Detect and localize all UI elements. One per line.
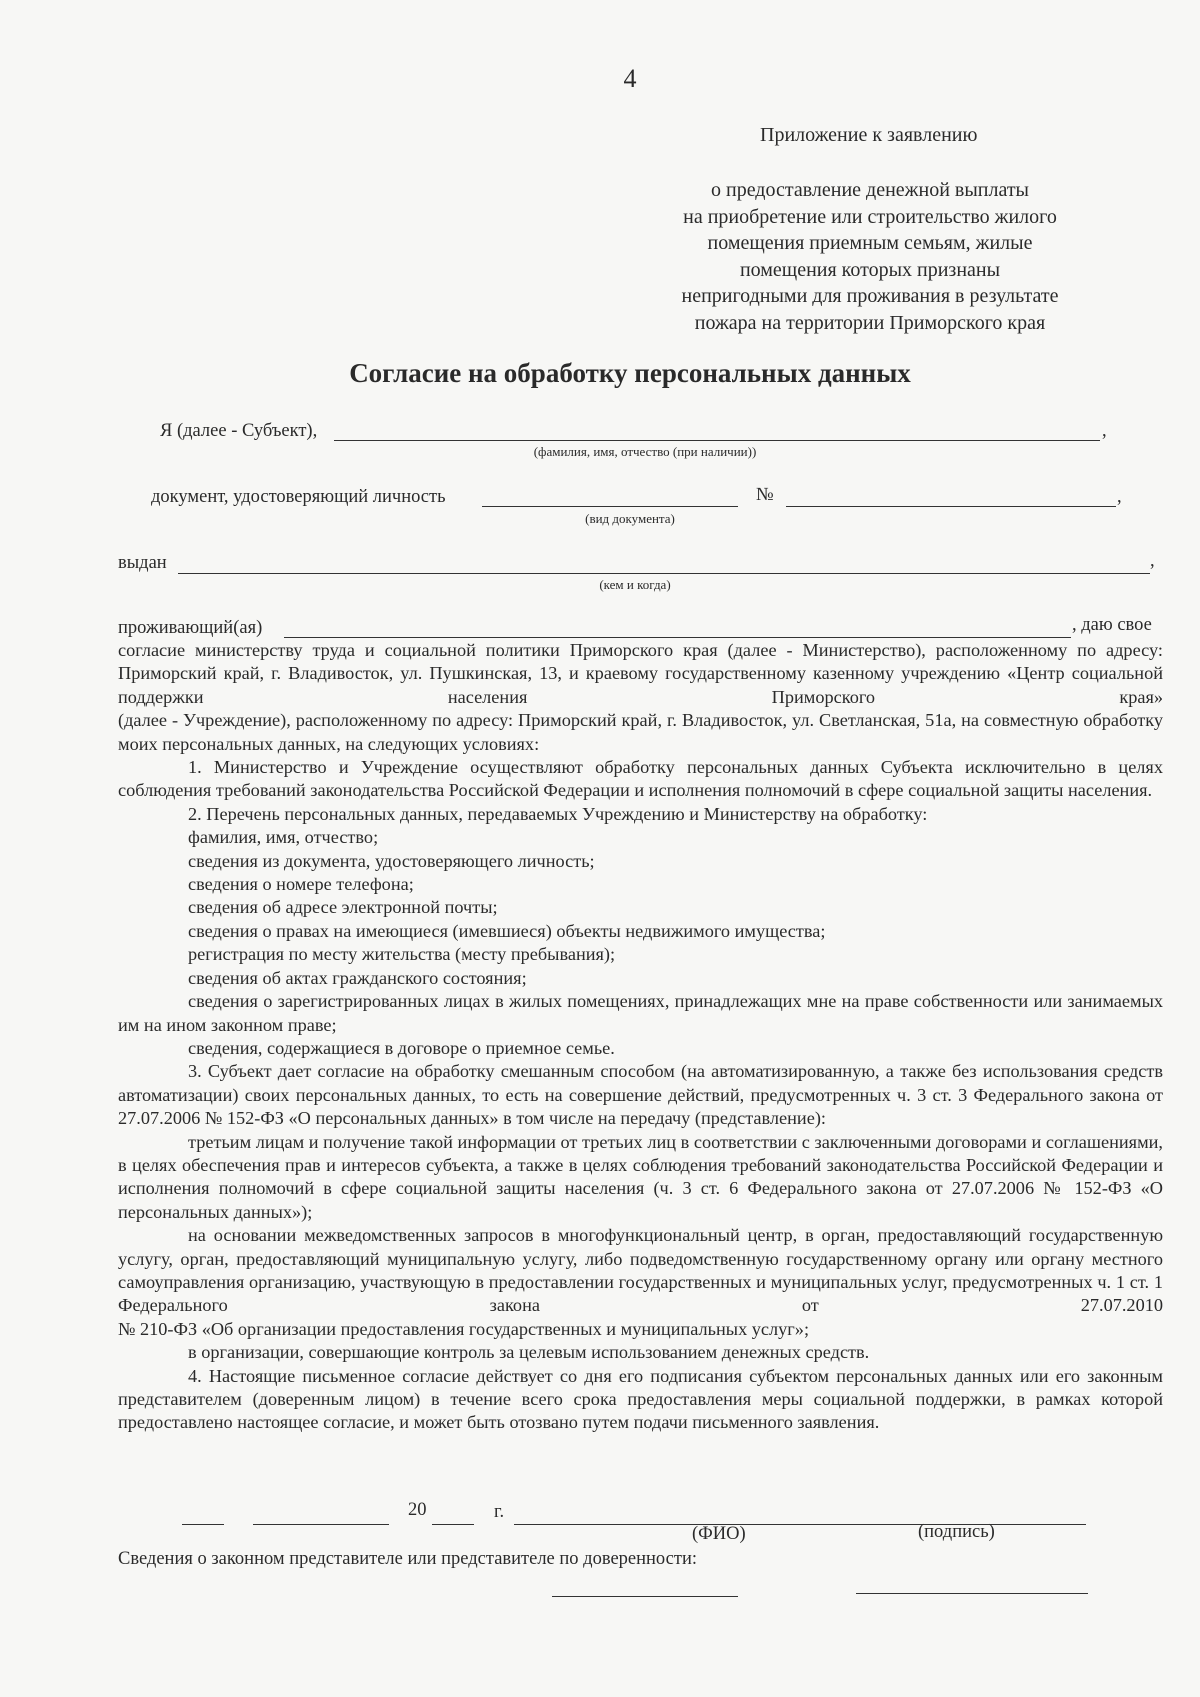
date-year-field[interactable] [432, 1524, 474, 1525]
clause-3-interagency: на основании межведомственных запросов в многофункциональный центр, в орган, предоставляющий государственную услугу, орган, предоставляющий муниципальную услугу, либо подведомственную государственному органу или органу местного самоуправления организацию, участвующую в предоставлении государственных и муниципальных услуг, предусмотренных ч. 1 ст. 1 Федерального закона от 27.07.2010 [118, 1225, 1163, 1316]
appendix-line: непригодными для проживания в результате [681, 285, 1059, 307]
representative-label: Сведения о законном представителе или представителе по доверенности: [118, 1549, 697, 1569]
data-list-item: сведения, содержащиеся в договоре о приемное семье. [188, 1037, 615, 1058]
subject-comma: , [1102, 421, 1107, 441]
consent-body [118, 639, 1163, 1435]
residing-address-field[interactable] [284, 637, 1071, 638]
clause-3-transfer-third-parties: третьим лицам и получение такой информации от третьих лиц в соответствии с заключенными договорами и соглашениями, в целях обеспечения прав и интересов субъекта, а также в целях соблюдения требований законодательства Российской Федерации и исполнения полномочий в сфере социальной защиты населения (ч. 3 ст. 6 Федерального закона от 27.07.2006 № 152-ФЗ «О персональных данных»); [118, 1131, 1163, 1222]
clause-1: 1. Министерство и Учреждение осуществляют обработку персональных данных Субъекта исключительно в целях соблюдения требований законодательства Российской Федерации и исполнения полномочий в сфере социальной защиты населения. [118, 757, 1163, 801]
issued-label: выдан [118, 553, 167, 573]
clause-3-control: в организации, совершающие контроль за целевым использованием денежных средств. [188, 1342, 870, 1363]
data-list-item: фамилия, имя, отчество; [188, 827, 379, 848]
clause-3: 3. Субъект дает согласие на обработку смешанным способом (на автоматизированную, а также без использования средств автоматизации) своих персональных данных, то есть на совершение действий, предусмотренных ч. 3 ст. 3 Федерального закона от 27.07.2006 № 152-ФЗ «О персональных данных» в том числе на передачу (представление): [118, 1061, 1163, 1129]
issued-hint: (кем и когда) [599, 577, 671, 592]
subject-hint: (фамилия, имя, отчество (при наличии)) [533, 444, 757, 459]
clause-2: 2. Перечень персональных данных, передаваемых Учреждению и Министерству на обработку: [188, 803, 928, 824]
data-list-item: сведения из документа, удостоверяющего личность; [188, 850, 595, 871]
representative-name-field[interactable] [552, 1596, 738, 1597]
document-hint: (вид документа) [585, 511, 675, 526]
document-number-field[interactable] [786, 506, 1116, 507]
year-prefix: 20 [408, 1500, 427, 1520]
date-month-field[interactable] [253, 1524, 389, 1525]
fio-hint: (ФИО) [692, 1524, 746, 1544]
data-list-item: сведения об адресе электронной почты; [188, 897, 498, 918]
appendix-title: Приложение к заявлению [760, 124, 978, 146]
clause-4: 4. Настоящие письменное согласие действует со дня его подписания субъектом персональных данных или его законным представителем (доверенным лицом) в течение всего срока предоставления меры социальной поддержки, в рамках которой предоставлено настоящее согласие, и может быть отозвано путем подачи письменного заявления. [118, 1365, 1163, 1433]
data-list-item: сведения об актах гражданского состояния; [188, 967, 527, 988]
year-suffix: г. [494, 1502, 505, 1522]
date-day-field[interactable] [182, 1524, 224, 1525]
subject-label: Я (далее - Субъект), [160, 421, 318, 441]
issued-field[interactable] [178, 573, 1150, 574]
appendix-line: помещения приемным семьям, жилые [707, 232, 1033, 254]
appendix-subtitle [640, 177, 1100, 336]
document-label: документ, удостоверяющий личность [151, 487, 446, 507]
appendix-line: пожара на территории Приморского края [694, 311, 1046, 334]
data-list-item: сведения о зарегистрированных лицах в жилых помещениях, принадлежащих мне на праве собственности или занимаемых им на ином законном праве; [118, 991, 1163, 1035]
data-list-item: сведения о правах на имеющиеся (имевшиеся) объекты недвижимого имущества; [188, 920, 826, 941]
data-list-item: регистрация по месту жительства (месту пребывания); [188, 944, 616, 965]
appendix-line: на приобретение или строительство жилого [683, 205, 1057, 228]
document-title: Согласие на обработку персональных данных [349, 358, 911, 388]
document-number-label: № [756, 485, 774, 505]
signature-hint: (подпись) [918, 1522, 995, 1542]
page-number: 4 [623, 64, 637, 93]
residing-label: проживающий(ая) [118, 618, 263, 638]
clause-3-interagency-law: № 210-ФЗ «Об организации предоставления государственных и муниципальных услуг»; [118, 1318, 810, 1339]
issued-comma: , [1150, 551, 1155, 571]
consent-tail: , даю свое [1072, 615, 1152, 635]
subject-name-field[interactable] [334, 440, 1100, 441]
appendix-line: о предоставление денежной выплаты [710, 179, 1029, 201]
representative-signature-field[interactable] [856, 1593, 1088, 1594]
consent-intro: согласие министерству труда и социальной политики Приморского края (далее - Министерство), расположенному по адресу: Приморский край, г. Владивосток, ул. Пушкинская, 13, и краевому государственному казенному учреждению «Центр социальной поддержки населения Приморского края» [118, 640, 1163, 707]
consent-intro-2: (далее - Учреждение), расположенному по адресу: Приморский край, г. Владивосток, ул. Светланская, 51а, на совместную обработку моих персональных данных, на следующих условиях: [118, 710, 1163, 754]
document-comma: , [1117, 487, 1122, 507]
appendix-line: помещения которых признаны [739, 258, 1001, 281]
document-type-field[interactable] [482, 506, 738, 507]
fio-signature-field[interactable] [514, 1524, 1086, 1525]
data-list-item: сведения о номере телефона; [188, 874, 414, 895]
